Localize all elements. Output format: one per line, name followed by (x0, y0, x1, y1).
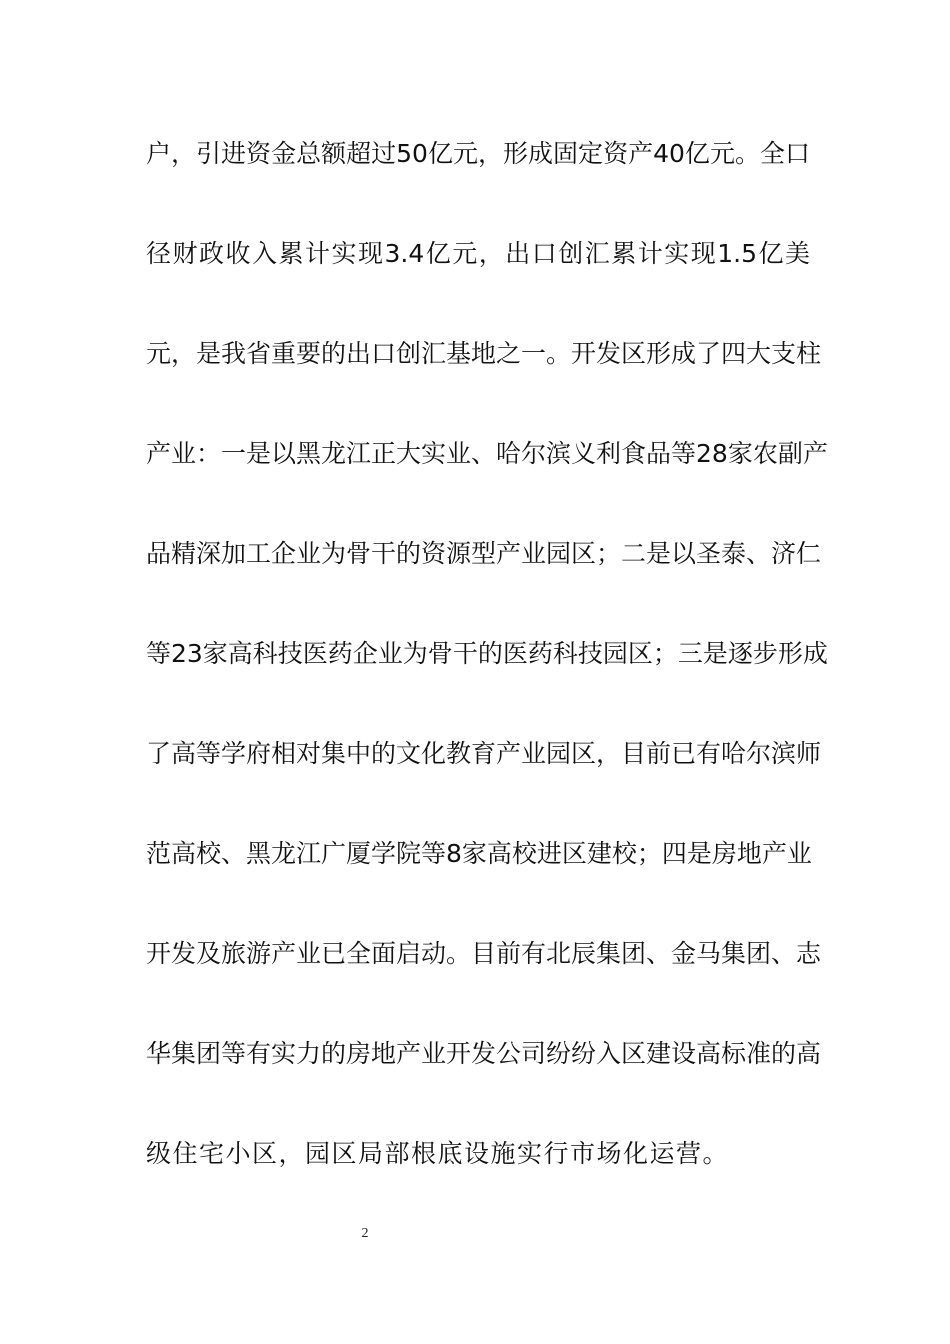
paragraph-line: 产业：一是以黑龙江正大实业、哈尔滨义利食品等28家农副产 (146, 439, 828, 468)
paragraph-line: 华集团等有实力的房地产业开发公司纷纷入区建设高标准的高 (146, 1039, 822, 1068)
paragraph-line: 径财政收入累计实现3.4亿元，出口创汇累计实现1.5亿美 (146, 239, 810, 268)
paragraph-line: 了高等学府相对集中的文化教育产业园区，目前已有哈尔滨师 (146, 739, 822, 768)
page-number: 2 (361, 1226, 369, 1241)
paragraph-line: 元，是我省重要的出口创汇基地之一。开发区形成了四大支柱 (146, 339, 822, 368)
paragraph-line: 户，引进资金总额超过50亿元，形成固定资产40亿元。全口 (146, 139, 810, 168)
paragraph-line: 等23家高科技医药企业为骨干的医药科技园区；三是逐步形成 (146, 639, 828, 668)
paragraph-last-line: 级住宅小区，园区局部根底设施实行市场化运营。 (146, 1139, 730, 1168)
paragraph-line: 品精深加工企业为骨干的资源型产业园区；二是以圣泰、济仁 (146, 539, 822, 568)
paragraph-line: 开发及旅游产业已全面启动。目前有北辰集团、金马集团、志 (146, 939, 822, 968)
paragraph-line: 范高校、黑龙江广厦学院等8家高校进区建校；四是房地产业 (146, 839, 812, 868)
